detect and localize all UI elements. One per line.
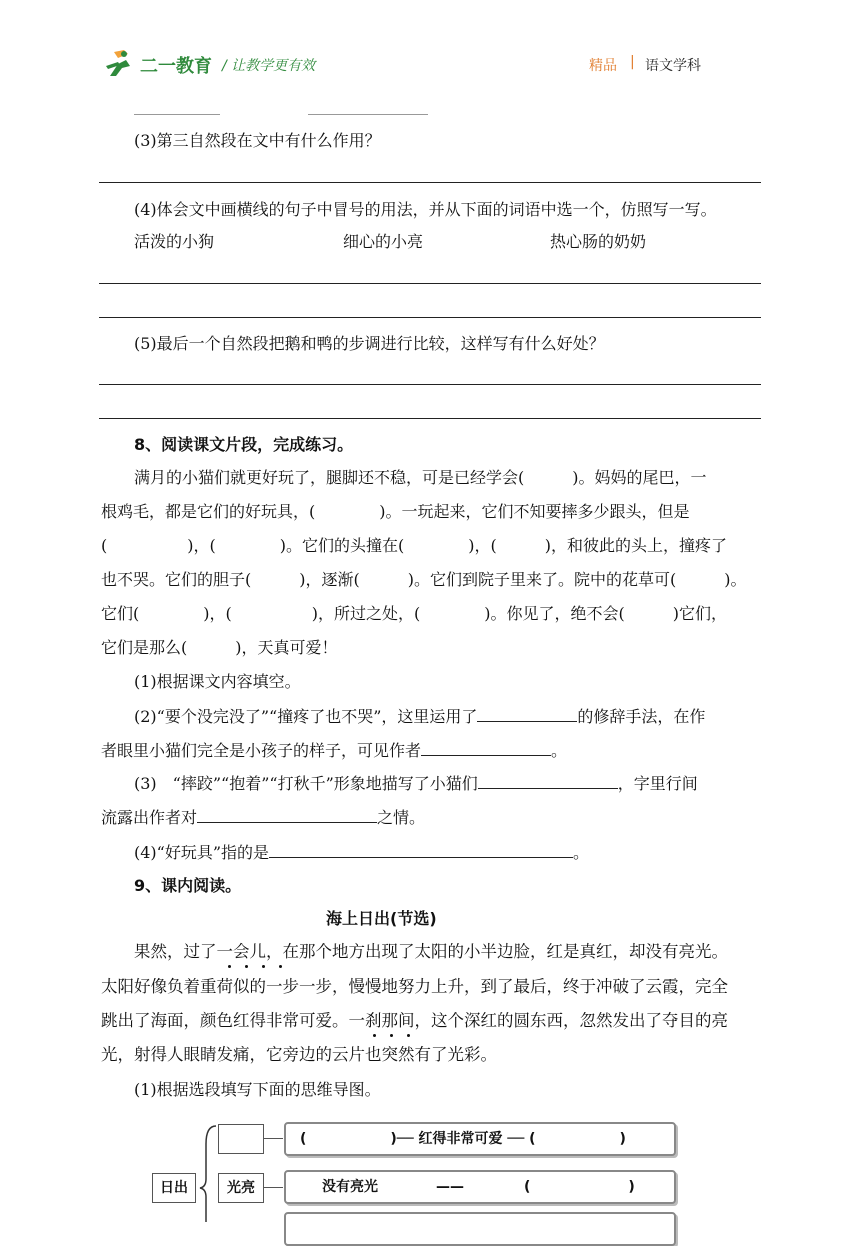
answer-line-short <box>134 114 220 115</box>
q2-text-a: (2)“要个没完没了”“撞疼了也不哭”，这里运用了 <box>134 707 478 726</box>
question-5: (5)最后一个自然段把鹅和鸭的步调进行比较，这样写有什么好处？ <box>134 334 605 353</box>
mindmap-blank-box[interactable] <box>218 1124 264 1154</box>
logo-text: 二一教育 <box>140 56 212 77</box>
mindmap-root-label: 日出 <box>160 1180 188 1196</box>
fill-blank[interactable] <box>477 705 577 722</box>
sec8-question-4 <box>134 841 589 864</box>
header-separator: | <box>630 54 635 70</box>
q2-text-b: 的修辞手法，在作 <box>577 707 706 726</box>
q4-option-1: 活泼的小狗 <box>134 232 215 251</box>
fill-blank[interactable] <box>421 739 551 756</box>
mindmap-row1-text: ( )── 红得非常可爱 ── ( ) <box>300 1131 626 1147</box>
emphasis-dot <box>262 965 265 968</box>
passage-line: ( )，( )。它们的头撞在( )，( )，和彼此的头上，撞疼了 <box>101 536 727 555</box>
header-tag-jingpin: 精品 <box>589 58 617 74</box>
q3-text-b: ，字里行间 <box>617 774 698 793</box>
answer-line <box>99 317 761 318</box>
emphasis-dot <box>390 1034 393 1037</box>
header-subject: 语文学科 <box>645 58 701 74</box>
answer-line-short <box>308 114 428 115</box>
section-8-title: 8、阅读课文片段，完成练习。 <box>134 435 354 454</box>
passage-line: 满月的小猫们就更好玩了，腿脚还不稳，可是已经学会( )。妈妈的尾巴，一 <box>134 468 707 487</box>
fill-blank[interactable] <box>197 806 377 823</box>
q3-text-c: 流露出作者对 <box>101 808 198 827</box>
section-9-title: 9、课内阅读。 <box>134 876 242 895</box>
q4-option-3: 热心肠的奶奶 <box>550 232 647 251</box>
passage-line: 根鸡毛，都是它们的好玩具，( )。一玩起来，它们不知要摔多少跟头，但是 <box>101 502 690 521</box>
mindmap-row-1 <box>284 1122 676 1156</box>
mindmap-row2-text-a: 没有亮光 <box>322 1179 378 1195</box>
q2-text-c: 者眼里小猫们完全是小孩子的样子，可见作者 <box>101 741 422 760</box>
question-4: (4)体会文中画横线的句子中冒号的用法，并从下面的词语中选一个，仿照写一写。 <box>134 200 717 219</box>
fill-blank[interactable] <box>269 841 573 858</box>
sec8-question-3 <box>134 772 698 795</box>
fill-blank[interactable] <box>478 772 618 789</box>
answer-line <box>99 418 761 419</box>
header-slogan: / 让教学更有效 <box>222 58 316 74</box>
emphasis-dot <box>279 965 282 968</box>
mindmap-row2-text-c: ( ) <box>524 1179 635 1195</box>
mindmap-row-2 <box>284 1170 676 1204</box>
passage-line: 跳出了海面，颜色红得非常可爱。一刹那间，这个深红的圆东西，忽然发出了夺目的亮 <box>101 1011 728 1030</box>
passage-line: 光，射得人眼睛发痛，它旁边的云片也突然有了光彩。 <box>101 1045 497 1064</box>
sec9-question-1: (1)根据选段填写下面的思维导图。 <box>134 1080 381 1099</box>
passage-title: 海上日出(节选) <box>326 909 437 928</box>
mindmap-branch2-label: 光亮 <box>227 1180 255 1196</box>
emphasis-dot <box>245 965 248 968</box>
q3-text-a: (3) “摔跤”“抱着”“打秋千”形象地描写了小猫们 <box>134 774 478 793</box>
emphasis-dot <box>373 1034 376 1037</box>
mindmap-branch-box <box>218 1173 264 1203</box>
q4-option-2: 细心的小亮 <box>343 232 424 251</box>
sec8-question-1: (1)根据课文内容填空。 <box>134 672 301 691</box>
q2-text-d: 。 <box>551 741 568 760</box>
mindmap-row2-dash: —— <box>436 1179 464 1195</box>
sec8-question-3-cont <box>101 806 425 829</box>
passage-line: 太阳好像负着重荷似的一步一步，慢慢地努力上升，到了最后，终于冲破了云霞，完全 <box>101 977 728 996</box>
emphasis-dot <box>407 1034 410 1037</box>
q3-text-d: 之情。 <box>377 808 426 827</box>
passage-line: 它们( )，( )，所过之处，( )。你见了，绝不会( )它们， <box>101 604 727 623</box>
q4-text-a: (4)“好玩具”指的是 <box>134 843 270 862</box>
answer-line <box>99 283 761 284</box>
passage-line: 它们是那么( )，天真可爱！ <box>101 638 338 657</box>
answer-line <box>99 384 761 385</box>
question-3: (3)第三自然段在文中有什么作用？ <box>134 131 381 150</box>
mindmap-row-3 <box>284 1212 676 1246</box>
mindmap-root-box <box>152 1173 196 1203</box>
sec8-question-2 <box>134 705 705 728</box>
mindmap-connector <box>263 1138 283 1139</box>
passage-line: 果然，过了一会儿，在那个地方出现了太阳的小半边脸，红是真红，却没有亮光。 <box>134 942 728 961</box>
sec8-question-2-cont <box>101 739 567 762</box>
answer-line <box>99 182 761 183</box>
header-logo <box>104 48 236 78</box>
emphasis-dot <box>228 965 231 968</box>
runner-logo-icon <box>104 48 138 78</box>
mindmap-connector <box>263 1187 283 1188</box>
q4-text-b: 。 <box>573 843 590 862</box>
passage-line: 也不哭。它们的胆子( )，逐渐( )。它们到院子里来了。院中的花草可( )。 <box>101 570 747 589</box>
mindmap-brace-icon <box>198 1124 218 1224</box>
